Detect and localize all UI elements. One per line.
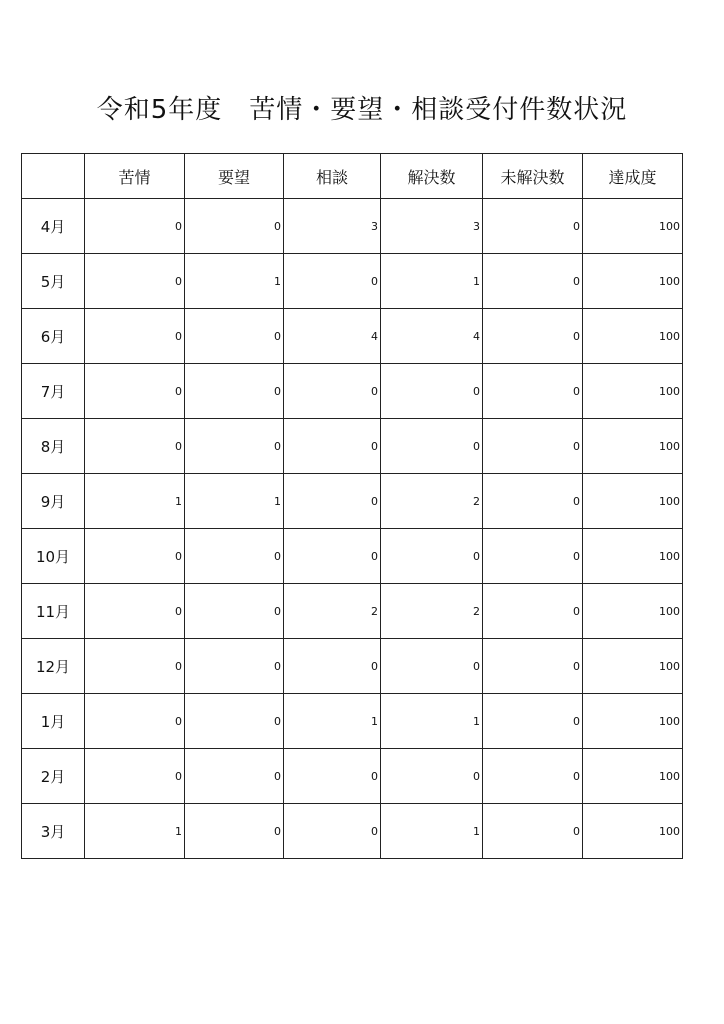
header-cell-complaints: 苦情	[85, 154, 185, 199]
resolved-cell: 0	[381, 749, 483, 804]
complaints-cell: 0	[85, 639, 185, 694]
achievement-cell: 100	[583, 529, 683, 584]
header-cell-requests: 要望	[185, 154, 284, 199]
consultations-cell: 0	[284, 364, 381, 419]
requests-cell: 0	[185, 364, 284, 419]
month-cell: 11月	[22, 584, 85, 639]
month-cell: 4月	[22, 199, 85, 254]
table-row	[22, 529, 683, 584]
achievement-cell: 100	[583, 804, 683, 859]
complaints-cell: 0	[85, 529, 185, 584]
resolved-cell: 4	[381, 309, 483, 364]
achievement-cell: 100	[583, 639, 683, 694]
table-row	[22, 749, 683, 804]
consultations-cell: 3	[284, 199, 381, 254]
unresolved-cell: 0	[483, 639, 583, 694]
month-cell: 6月	[22, 309, 85, 364]
requests-cell: 0	[185, 639, 284, 694]
consultations-cell: 1	[284, 694, 381, 749]
resolved-cell: 2	[381, 584, 483, 639]
requests-cell: 0	[185, 749, 284, 804]
consultations-cell: 0	[284, 529, 381, 584]
resolved-cell: 0	[381, 364, 483, 419]
requests-cell: 0	[185, 529, 284, 584]
resolved-cell: 1	[381, 694, 483, 749]
header-cell-achievement: 達成度	[583, 154, 683, 199]
complaints-cell: 0	[85, 419, 185, 474]
unresolved-cell: 0	[483, 584, 583, 639]
requests-cell: 0	[185, 584, 284, 639]
header-corner-cell	[22, 154, 85, 199]
unresolved-cell: 0	[483, 749, 583, 804]
complaints-table	[21, 153, 683, 859]
consultations-cell: 2	[284, 584, 381, 639]
header-cell-resolved: 解決数	[381, 154, 483, 199]
complaints-cell: 1	[85, 474, 185, 529]
table-row	[22, 309, 683, 364]
table-row	[22, 364, 683, 419]
header-cell-consultations: 相談	[284, 154, 381, 199]
complaints-cell: 0	[85, 199, 185, 254]
consultations-cell: 0	[284, 474, 381, 529]
resolved-cell: 1	[381, 804, 483, 859]
consultations-cell: 0	[284, 749, 381, 804]
achievement-cell: 100	[583, 254, 683, 309]
unresolved-cell: 0	[483, 529, 583, 584]
page-title: 令和5年度 苦情・要望・相談受付件数状況	[96, 95, 628, 125]
month-cell: 10月	[22, 529, 85, 584]
month-cell: 8月	[22, 419, 85, 474]
table-row	[22, 254, 683, 309]
consultations-cell: 4	[284, 309, 381, 364]
complaints-cell: 0	[85, 364, 185, 419]
requests-cell: 1	[185, 254, 284, 309]
achievement-cell: 100	[583, 694, 683, 749]
requests-cell: 0	[185, 199, 284, 254]
requests-cell: 0	[185, 309, 284, 364]
achievement-cell: 100	[583, 199, 683, 254]
header-cell-unresolved: 未解決数	[483, 154, 583, 199]
month-cell: 12月	[22, 639, 85, 694]
table-row	[22, 804, 683, 859]
achievement-cell: 100	[583, 419, 683, 474]
consultations-cell: 0	[284, 419, 381, 474]
month-cell: 5月	[22, 254, 85, 309]
complaints-cell: 0	[85, 749, 185, 804]
resolved-cell: 0	[381, 639, 483, 694]
achievement-cell: 100	[583, 584, 683, 639]
table-row	[22, 694, 683, 749]
table-row	[22, 639, 683, 694]
unresolved-cell: 0	[483, 199, 583, 254]
month-cell: 9月	[22, 474, 85, 529]
unresolved-cell: 0	[483, 474, 583, 529]
requests-cell: 0	[185, 804, 284, 859]
requests-cell: 0	[185, 419, 284, 474]
unresolved-cell: 0	[483, 804, 583, 859]
table-row	[22, 584, 683, 639]
unresolved-cell: 0	[483, 309, 583, 364]
achievement-cell: 100	[583, 749, 683, 804]
requests-cell: 1	[185, 474, 284, 529]
consultations-cell: 0	[284, 639, 381, 694]
resolved-cell: 2	[381, 474, 483, 529]
resolved-cell: 1	[381, 254, 483, 309]
consultations-cell: 0	[284, 804, 381, 859]
resolved-cell: 0	[381, 419, 483, 474]
complaints-cell: 0	[85, 694, 185, 749]
unresolved-cell: 0	[483, 694, 583, 749]
complaints-cell: 1	[85, 804, 185, 859]
achievement-cell: 100	[583, 309, 683, 364]
complaints-cell: 0	[85, 584, 185, 639]
table-header-row	[22, 154, 683, 199]
resolved-cell: 3	[381, 199, 483, 254]
unresolved-cell: 0	[483, 254, 583, 309]
unresolved-cell: 0	[483, 364, 583, 419]
month-cell: 2月	[22, 749, 85, 804]
month-cell: 7月	[22, 364, 85, 419]
consultations-cell: 0	[284, 254, 381, 309]
achievement-cell: 100	[583, 364, 683, 419]
table-row	[22, 199, 683, 254]
month-cell: 1月	[22, 694, 85, 749]
achievement-cell: 100	[583, 474, 683, 529]
unresolved-cell: 0	[483, 419, 583, 474]
complaints-cell: 0	[85, 254, 185, 309]
table-row	[22, 419, 683, 474]
table-row	[22, 474, 683, 529]
month-cell: 3月	[22, 804, 85, 859]
table-body	[22, 199, 683, 859]
resolved-cell: 0	[381, 529, 483, 584]
requests-cell: 0	[185, 694, 284, 749]
complaints-cell: 0	[85, 309, 185, 364]
